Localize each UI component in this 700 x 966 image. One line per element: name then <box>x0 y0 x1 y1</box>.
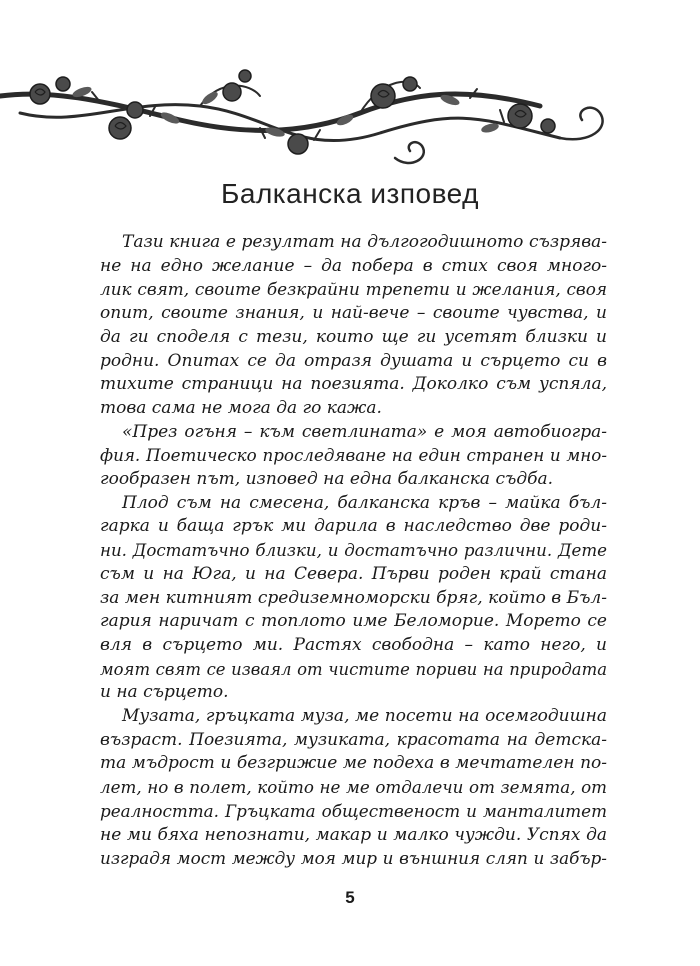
text-line: да ги споделя с тези, които ще ги усетят близки и <box>100 326 607 347</box>
text-line: изградя мост между моя мир и външния сляп и забър- <box>100 848 607 869</box>
body-text <box>100 231 607 871</box>
text-line: не ми бяха непознати, макар и малко чужди. Успях да <box>100 824 607 845</box>
text-line: родни. Опитах се да отразя душата и сърцето си в <box>100 350 607 371</box>
text-line: и на сърцето. <box>100 682 229 703</box>
rose-vine-ornament-icon <box>0 58 620 168</box>
page-number: 5 <box>345 888 355 907</box>
text-line: Музата, гръцката муза, ме посети на осемгодишна <box>122 706 607 727</box>
text-line: фия. Поетическо проследяване на един странен и мно- <box>100 445 607 466</box>
text-line: «През огъня – към светлината» е моя автобиогра- <box>122 421 607 442</box>
text-line: лет, но в полет, който не ме отдалечи от земята, от <box>100 777 607 798</box>
text-line: Плод съм на смесена, балканска кръв – майка бъл- <box>122 492 607 513</box>
chapter-title: Балканска изповед <box>221 178 479 209</box>
text-line: вля в сърцето ми. Растях свободна – като него, и <box>100 634 607 655</box>
text-line: опит, своите знания, и най-вече – своите чувства, и <box>100 303 607 324</box>
text-line: Тази книга е резултат на дългогодишното съзрява- <box>122 232 607 252</box>
text-line: гообразен път, изповед на една балканска съдба. <box>100 469 554 490</box>
text-line: гария наричат с топлото име Беломорие. Морето се <box>100 611 607 632</box>
text-line: реалността. Гръцката общественост и манталитет <box>100 800 607 821</box>
text-line: не на едно желание – да побера в стих своя много- <box>100 255 607 276</box>
text-line: възраст. Поезията, музиката, красотата на детска- <box>100 729 607 750</box>
text-line: лик свят, своите безкрайни трепети и желания, своя <box>100 279 607 300</box>
text-line: моят свят се изваял от чистите пориви на природата <box>100 659 607 679</box>
text-line: за мен китният средиземноморски бряг, който в Бъл- <box>100 587 607 608</box>
text-line: съм и на Юга, и на Севера. Първи роден край стана <box>100 563 607 584</box>
text-line: това сама не мога да го кажа. <box>100 397 382 418</box>
text-line: та мъдрост и безгрижие ме подеха в мечтателен по- <box>100 753 607 774</box>
text-line: гарка и баща грък ми дарила в наследство две роди- <box>100 516 607 537</box>
text-line: тихите страници на поезията. Доколко съм успяла, <box>100 374 607 395</box>
text-line: ни. Достатъчно близки, и достатъчно различни. Дете <box>100 541 607 561</box>
